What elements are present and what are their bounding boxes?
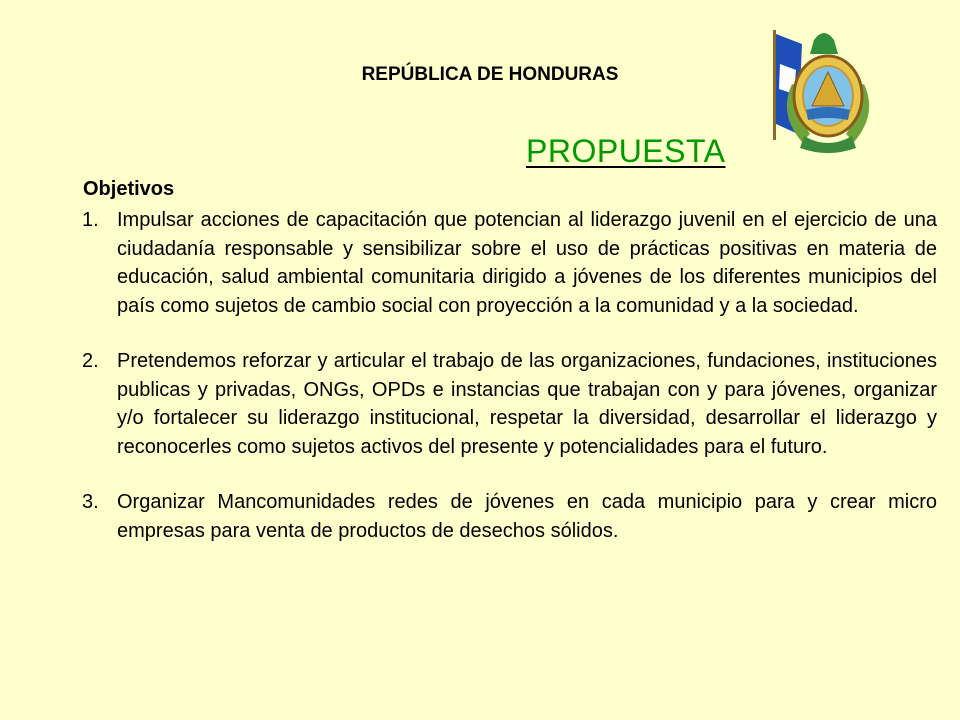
proposal-title: PROPUESTA [526,133,726,169]
objectives-list [82,206,937,545]
objective-number: 3. [82,491,99,513]
objective-item [82,488,937,545]
objective-text: Impulsar acciones de capacitación que potencian al liderazgo juvenil en el ejercicio de una ciudadanía responsable y sensibilizar sobre el uso de prácticas positivas en materia de educación, salud ambiental comunitaria dirigido a jóvenes de los diferentes municipios del país como sujetos de cambio social con proyección a la comunidad y a la sociedad. [117,209,937,317]
objective-item [82,206,937,320]
coat-of-arms-emblem [752,24,884,156]
objective-item [82,347,937,461]
objective-number: 2. [82,350,99,372]
objective-text: Pretendemos reforzar y articular el trabajo de las organizaciones, fundaciones, instituciones publicas y privadas, ONGs, OPDs e instancias que trabajan con y para jóvenes, organizar y/o fortalecer su liderazgo institucional, respetar la diversidad, desarrollar el liderazgo y reconocerles como sujetos activos del presente y potencialidades para el futuro. [117,350,937,458]
emblem-base [800,136,856,153]
crest-quivers [810,33,838,54]
objective-text: Organizar Mancomunidades redes de jóvenes en cada municipio para y crear micro empresas para venta de productos de desechos sólidos. [117,491,937,542]
flagpole [773,30,776,140]
objective-number: 1. [82,209,99,231]
country-header: REPÚBLICA DE HONDURAS [361,64,619,85]
objectives-heading: Objetivos [83,178,175,200]
